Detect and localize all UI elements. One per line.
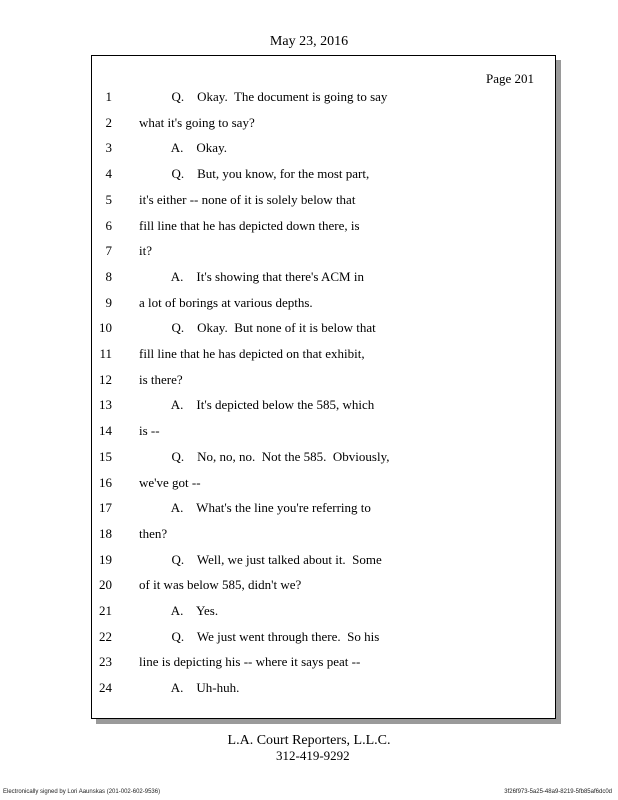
transcript-line bbox=[0, 397, 560, 423]
line-number: 9 bbox=[105, 294, 112, 310]
line-text: A. Okay. bbox=[139, 140, 227, 156]
transcript-line bbox=[0, 629, 560, 655]
transcript-line bbox=[0, 218, 560, 244]
transcript-line bbox=[0, 346, 560, 372]
line-text: A. It's depicted below the 585, which bbox=[139, 397, 375, 413]
line-number: 8 bbox=[105, 268, 112, 284]
transcript-line bbox=[0, 654, 560, 680]
line-number: 19 bbox=[99, 551, 112, 567]
line-number: 7 bbox=[105, 243, 112, 259]
signature-hash: 3f26f973-5a25-48a9-8219-5fb85af6dc0d bbox=[504, 789, 612, 795]
line-number: 10 bbox=[99, 320, 112, 336]
line-number: 18 bbox=[99, 525, 112, 541]
line-number: 21 bbox=[99, 603, 112, 618]
line-text: a lot of borings at various depths. bbox=[139, 294, 313, 310]
header-date: May 23, 2016 bbox=[269, 34, 349, 49]
transcript-line bbox=[0, 475, 560, 501]
line-text: what it's going to say? bbox=[139, 114, 255, 130]
line-number: 20 bbox=[99, 577, 112, 593]
line-number: 3 bbox=[105, 140, 112, 156]
line-number: 11 bbox=[99, 346, 112, 361]
transcript-line bbox=[0, 115, 560, 141]
transcript-line bbox=[0, 500, 560, 526]
transcript-line bbox=[0, 295, 560, 321]
line-number: 4 bbox=[105, 166, 112, 182]
footer-phone: 312-419-9292 bbox=[276, 748, 350, 763]
transcript-line bbox=[0, 680, 560, 706]
line-text: fill line that he has depicted on that exhibit, bbox=[139, 346, 365, 361]
line-text: is -- bbox=[139, 423, 160, 439]
line-text: Q. No, no, no. Not the 585. Obviously, bbox=[139, 448, 390, 464]
line-number: 14 bbox=[99, 423, 112, 439]
line-number: 12 bbox=[99, 371, 112, 387]
transcript-line bbox=[0, 603, 560, 629]
line-text: A. What's the line you're referring to bbox=[139, 500, 371, 516]
line-number: 5 bbox=[105, 191, 112, 207]
line-text: line is depicting his -- where it says peat -- bbox=[139, 654, 361, 670]
transcript-line bbox=[0, 140, 560, 166]
line-number: 1 bbox=[105, 89, 112, 104]
transcript-line bbox=[0, 243, 560, 269]
line-number: 24 bbox=[99, 680, 112, 696]
transcript-line bbox=[0, 552, 560, 578]
line-number: 6 bbox=[105, 217, 112, 233]
line-number: 22 bbox=[99, 628, 112, 644]
transcript-line bbox=[0, 449, 560, 475]
page-number: Page 201 bbox=[485, 71, 534, 86]
transcript-line bbox=[0, 372, 560, 398]
line-text: it's either -- none of it is solely below that bbox=[139, 191, 356, 207]
footer-company: L.A. Court Reporters, L.L.C. bbox=[227, 733, 391, 748]
line-text: A. It's showing that there's ACM in bbox=[139, 268, 364, 284]
line-number: 2 bbox=[105, 114, 112, 130]
line-text: then? bbox=[139, 525, 168, 541]
line-number: 23 bbox=[99, 654, 112, 670]
transcript-line bbox=[0, 166, 560, 192]
line-text: of it was below 585, didn't we? bbox=[139, 577, 302, 593]
transcript-line bbox=[0, 577, 560, 603]
transcript-line bbox=[0, 89, 560, 115]
electronic-signature-note: Electronically signed by Lori Aaunskas (201-002-602-9536) bbox=[3, 789, 161, 795]
transcript-line bbox=[0, 526, 560, 552]
line-number: 17 bbox=[99, 500, 112, 516]
transcript-line bbox=[0, 192, 560, 218]
line-text: is there? bbox=[139, 371, 183, 387]
line-text: fill line that he has depicted down there, is bbox=[139, 217, 360, 233]
transcript-line bbox=[0, 320, 560, 346]
line-text: it? bbox=[139, 243, 152, 259]
line-number: 13 bbox=[99, 397, 112, 413]
line-text: A. Yes. bbox=[139, 603, 219, 618]
line-text: Q. Okay. But none of it is below that bbox=[139, 320, 376, 336]
line-text: Q. Okay. The document is going to say bbox=[139, 89, 388, 104]
line-number: 15 bbox=[99, 448, 112, 464]
line-text: Q. We just went through there. So his bbox=[139, 628, 380, 644]
line-number: 16 bbox=[99, 474, 112, 490]
transcript-line bbox=[0, 423, 560, 449]
line-text: we've got -- bbox=[139, 474, 201, 490]
line-text: A. Uh-huh. bbox=[139, 680, 240, 696]
line-text: Q. But, you know, for the most part, bbox=[139, 166, 370, 182]
transcript-line bbox=[0, 269, 560, 295]
line-text: Q. Well, we just talked about it. Some bbox=[139, 551, 382, 567]
